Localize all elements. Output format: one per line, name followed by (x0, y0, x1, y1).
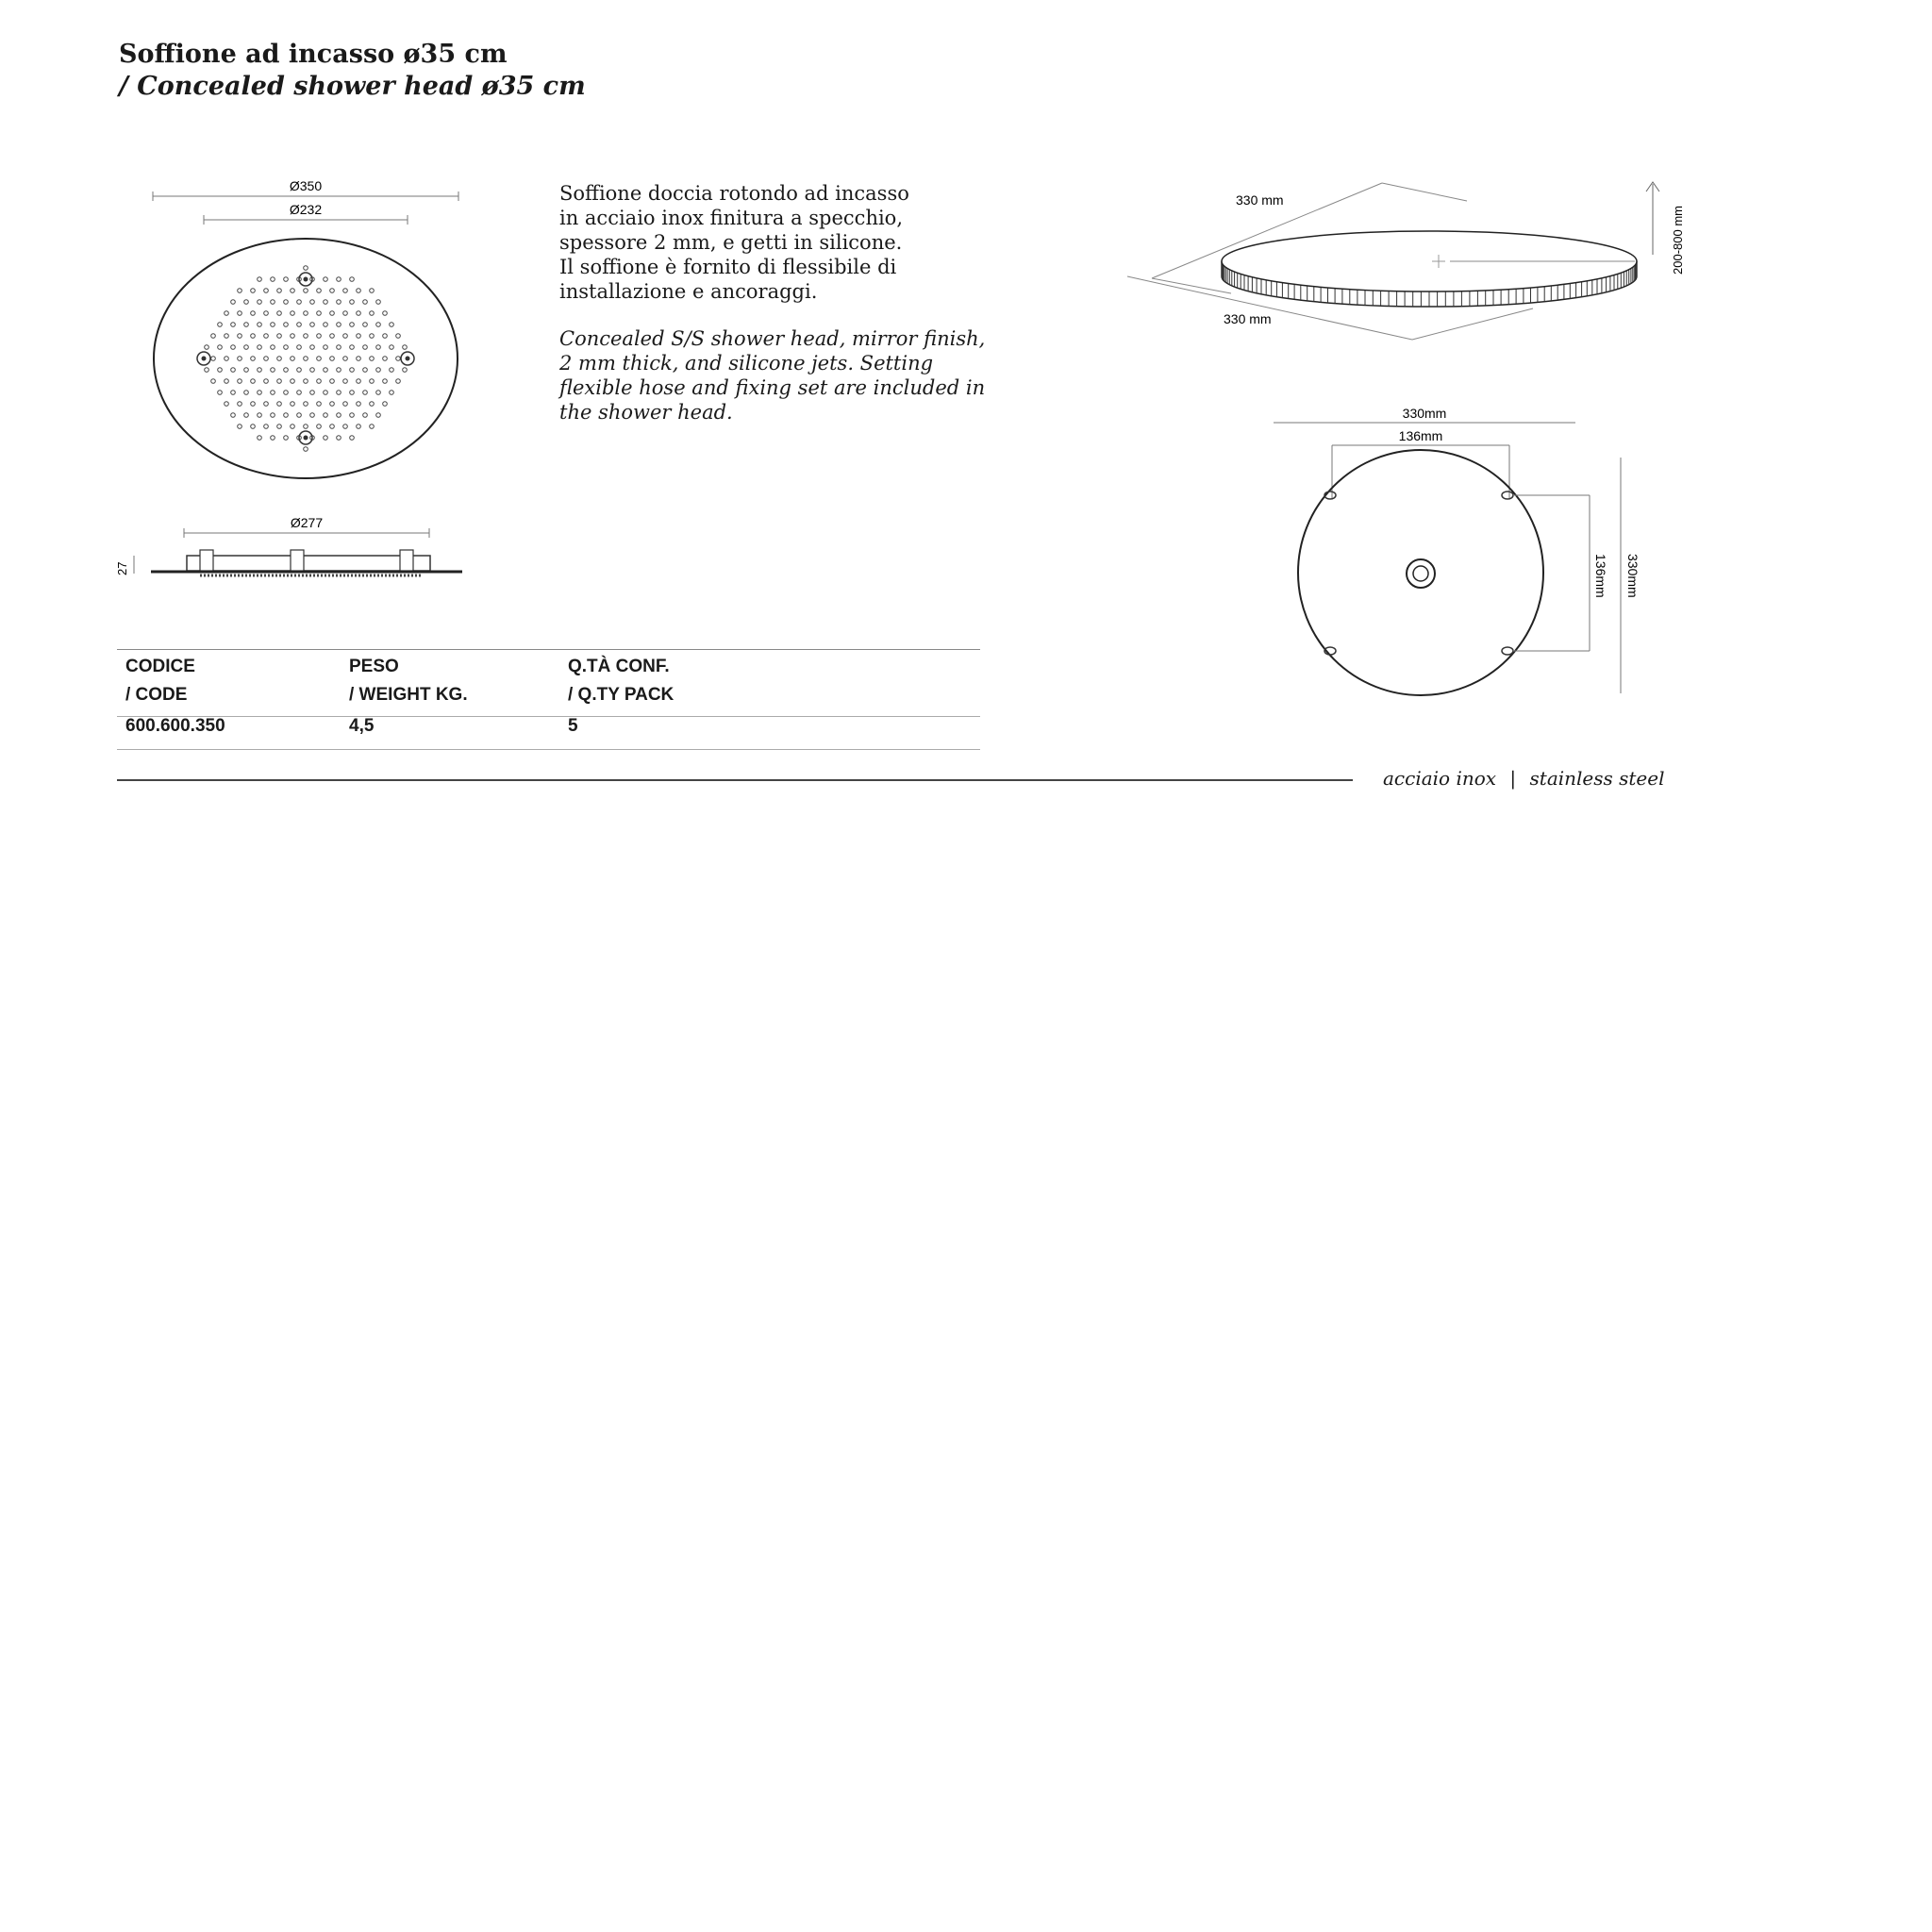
footer-divider (117, 779, 1353, 781)
description-line: Soffione doccia rotondo ad incasso (559, 182, 909, 205)
front-inner-dimension: Ø232 (289, 202, 323, 217)
table-header-row-english (117, 681, 980, 709)
page-title-english: / Concealed shower head ø35 cm (119, 72, 586, 101)
description-line: 2 mm thick, and silicone jets. Setting (559, 352, 934, 375)
header-qty-english: / Q.TY PACK (568, 685, 675, 705)
description-line: in acciaio inox finitura a specchio, (559, 207, 904, 229)
material-italian: acciaio inox (1383, 767, 1497, 790)
row-qty: 5 (568, 716, 578, 736)
row-weight: 4,5 (349, 716, 375, 736)
table-row (117, 712, 980, 741)
front-view-drawing (142, 175, 472, 486)
front-outer-dimension: Ø350 (289, 178, 323, 193)
description-line: flexible hose and fixing set are included in (559, 376, 986, 399)
header-code: CODICE (125, 657, 195, 676)
product-table (117, 645, 980, 741)
back-holes-horizontal-dimension: 136mm (1398, 428, 1443, 443)
page-title-italian: Soffione ad incasso ø35 cm (119, 40, 508, 69)
row-code: 600.600.350 (125, 716, 225, 736)
description-line: Concealed S/S shower head, mirror finish, (559, 327, 986, 350)
description-italian (559, 181, 1031, 304)
iso-dimension-b: 330 mm (1224, 311, 1272, 326)
header-weight: PESO (349, 657, 399, 676)
side-view-drawing (113, 509, 472, 585)
description-line: installazione e ancoraggi. (559, 280, 818, 303)
side-height-dimension: 27 (115, 561, 129, 575)
back-view-drawing (1255, 406, 1651, 708)
side-width-dimension: Ø277 (290, 515, 324, 530)
description-line: the shower head. (559, 401, 733, 424)
back-height-dimension: 330mm (1625, 554, 1641, 598)
description-line: Il soffione è fornito di flessibile di (559, 256, 897, 278)
showerhead-outline (154, 239, 458, 478)
jet-pattern (205, 266, 408, 452)
back-width-dimension: 330mm (1402, 406, 1447, 421)
isometric-view-drawing (1118, 175, 1712, 354)
material-separator: | (1509, 767, 1517, 790)
header-qty: Q.TÀ CONF. (568, 657, 670, 676)
iso-dimension-a: 330 mm (1236, 192, 1284, 208)
description-english (559, 326, 1031, 425)
backplate-outline (1298, 450, 1543, 695)
header-weight-english: / WEIGHT KG. (349, 685, 468, 705)
material-label (1383, 767, 1665, 790)
back-holes-vertical-dimension: 136mm (1593, 554, 1608, 598)
material-english: stainless steel (1529, 767, 1665, 790)
table-header-row (117, 653, 980, 681)
iso-height-dimension: 200-800 mm (1671, 206, 1685, 275)
description-line: spessore 2 mm, e getti in silicone. (559, 231, 903, 254)
header-code-english: / CODE (125, 685, 188, 705)
